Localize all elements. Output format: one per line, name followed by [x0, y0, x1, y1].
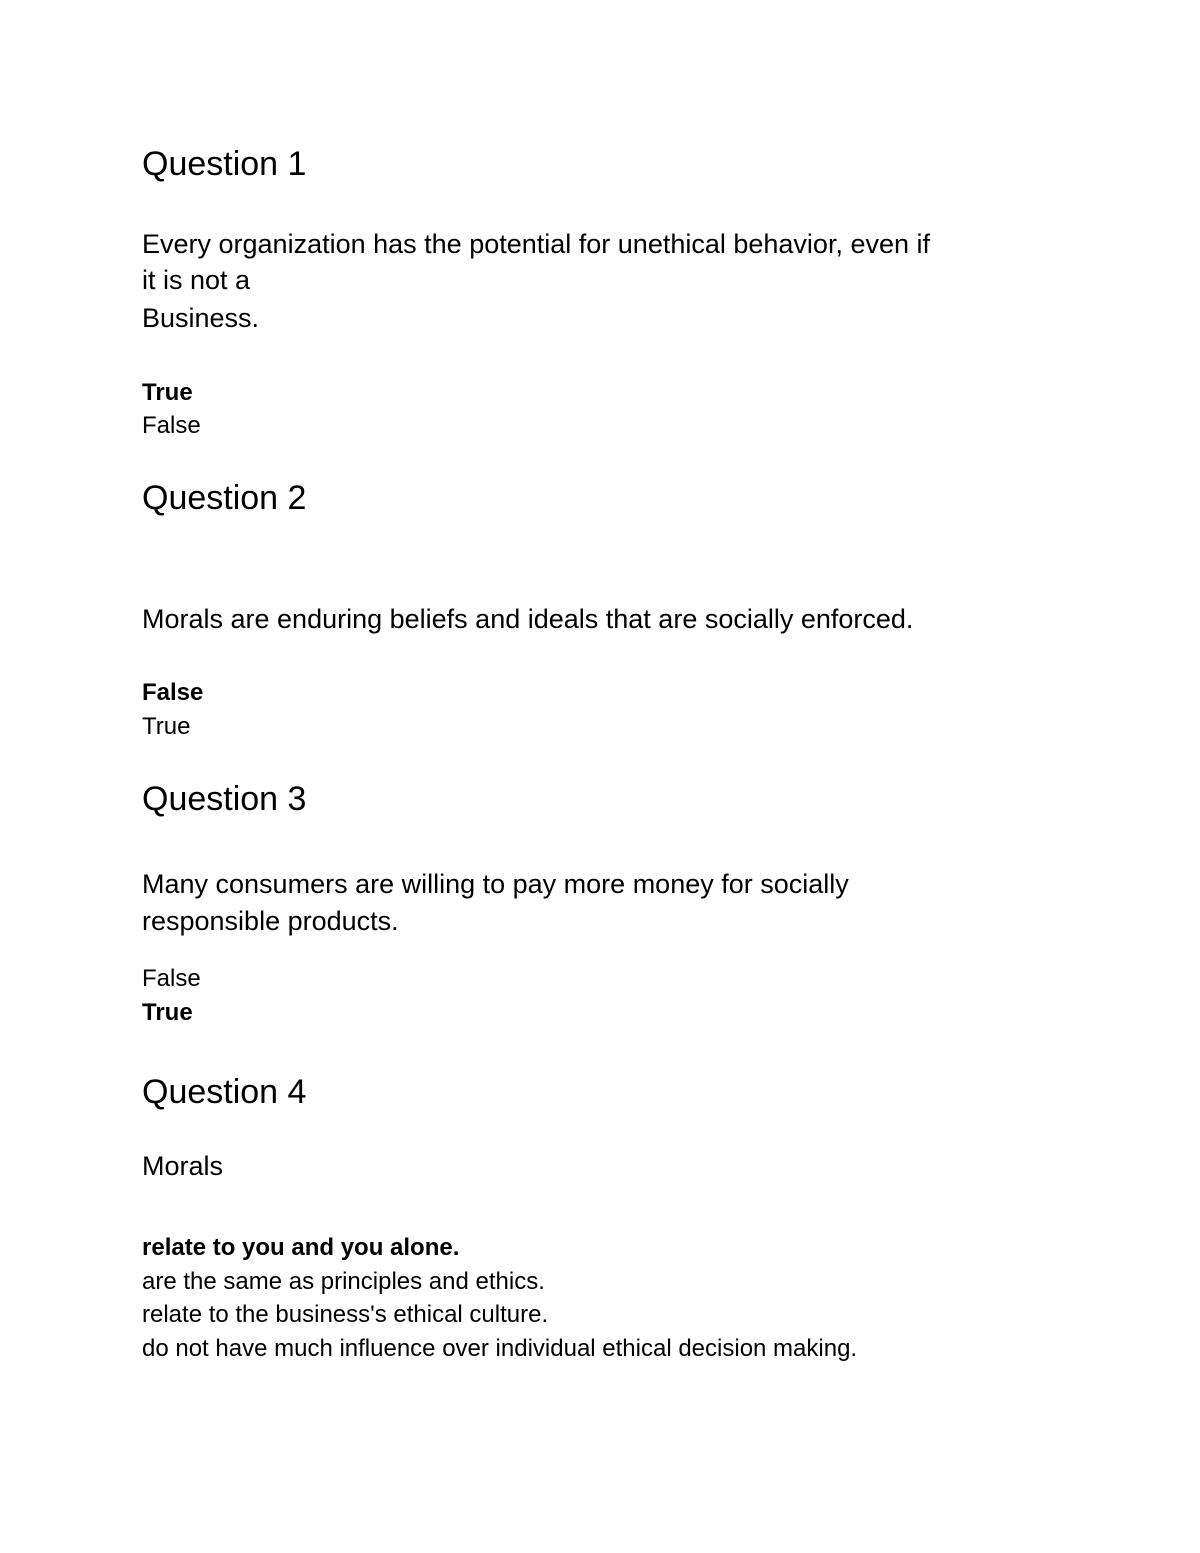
question-4-title: Question 4 — [142, 1073, 307, 1111]
question-4-option-1: relate to you and you alone. — [142, 1234, 460, 1261]
question-4-option-4: do not have much influence over individual ethical decision making. — [142, 1335, 858, 1362]
question-3-option-2: True — [142, 999, 193, 1026]
question-4-text-line-1: Morals — [142, 1151, 224, 1181]
question-1-text-line-3: Business. — [142, 303, 260, 333]
question-3-text-line-2: responsible products. — [142, 906, 399, 936]
question-1-option-1: True — [142, 379, 193, 406]
question-2-title: Question 2 — [142, 479, 307, 517]
question-2-option-1: False — [142, 679, 204, 706]
question-2-option-2: True — [142, 713, 191, 740]
question-1-text-line-2: it is not a — [142, 265, 251, 295]
question-1-title: Question 1 — [142, 145, 307, 183]
question-1-text-line-1: Every organization has the potential for unethical behavior, even if — [142, 229, 930, 259]
question-4-option-2: are the same as principles and ethics. — [142, 1268, 545, 1295]
question-1-option-2: False — [142, 412, 201, 439]
question-3-text-line-1: Many consumers are willing to pay more money for socially — [142, 869, 849, 899]
question-4-option-3: relate to the business's ethical culture. — [142, 1301, 549, 1328]
question-3-option-1: False — [142, 965, 201, 992]
question-2-text-line-1: Morals are enduring beliefs and ideals that are socially enforced. — [142, 604, 914, 634]
question-3-title: Question 3 — [142, 780, 307, 818]
